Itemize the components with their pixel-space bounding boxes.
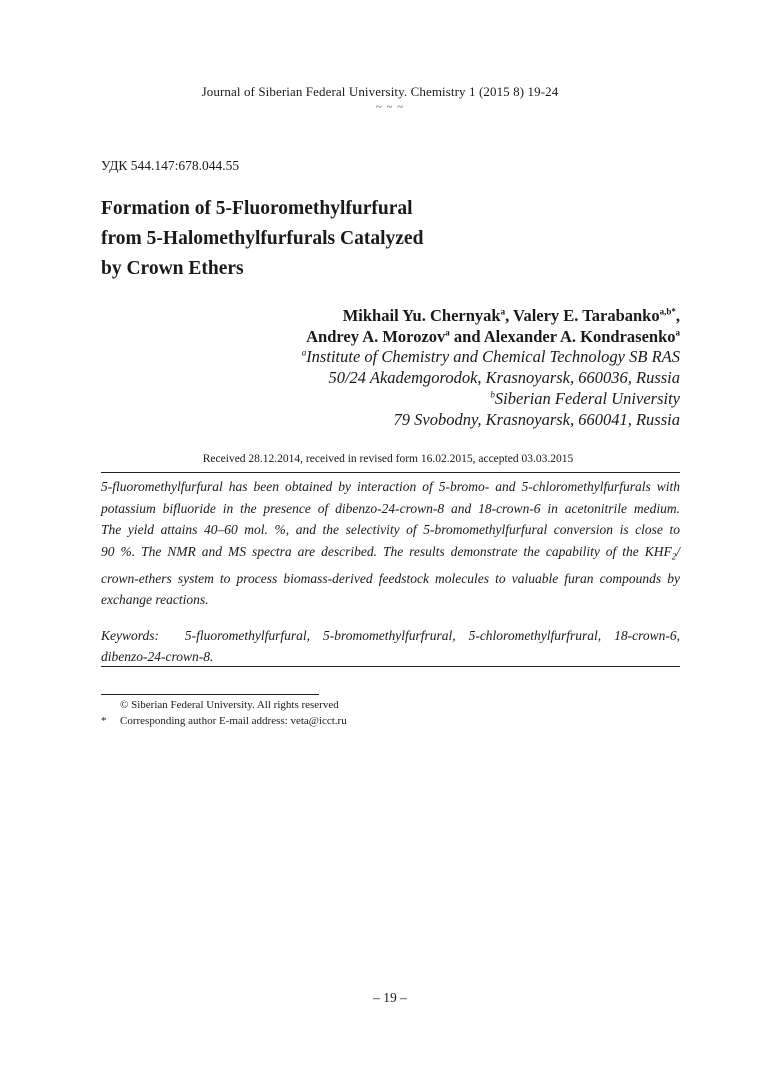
abstract-top-rule [101,472,680,473]
abstract-line: crown-ethers system to process biomass-derived feedstock molecules to valuable furan compounds by [101,570,680,586]
udk-code: УДК 544.147:678.044.55 [101,158,240,173]
author-separator: , [675,306,680,325]
footnote-rule [101,694,319,695]
abstract-line: The yield attains 40–60 mol. %, and the selectivity of 5-bromomethylfurfural conversion is close to [101,522,680,537]
affiliation-mark: a [301,347,307,358]
footnote-corresponding-author: * Corresponding author E-mail address: veta@icct.ru [101,714,347,727]
author-affil-mark: a [445,327,450,338]
affiliation-mark: b [490,389,495,400]
author-name: Valery E. Tarabanko [513,306,660,325]
title-line: Formation of 5-Fluoromethylfurfural [101,198,413,219]
journal-header: Journal of Siberian Federal University. Chemistry 1 (2015 8) 19-24 [201,84,559,99]
author-separator: , [505,306,510,325]
page-number: – 19 – [373,990,407,1005]
abstract-line: 90 %. The NMR and MS spectra are described. The results demonstrate the capability of the $KHF_2/$ [101,543,680,562]
affiliations [120,346,680,430]
affiliation-address: 50/24 Akademgorodok, Krasnoyarsk, 660036, Russia [328,368,680,387]
keywords-label: Keywords: [101,628,159,643]
author-separator: and [453,327,481,346]
affiliation-address: 79 Svobodny, Krasnoyarsk, 660041, Russia [393,410,680,429]
title-line: from 5-Halomethylfurfurals Catalyzed [101,228,424,249]
author-affil-mark: a [675,327,680,338]
author-list [120,305,680,347]
footnote-copyright: © Siberian Federal University. All rights reserved [120,699,339,711]
abstract [101,476,680,611]
abstract-line: exchange reactions. [101,592,209,608]
abstract-line: 5-fluoromethylfurfural has been obtained by interaction of 5-bromo- and 5-chloromethylfurfurals with [101,479,680,494]
author-name: Andrey A. Morozov [306,327,446,346]
keywords [101,625,680,667]
abstract-bottom-rule [101,666,680,667]
author-line-1 [120,305,680,326]
abstract-line: potassium bifluoride in the presence of dibenzo-24-crown-8 and 18-crown-6 in acetonitrile medium. [101,500,680,516]
received-dates: Received 28.12.2014, received in revised form 16.02.2015, accepted 03.03.2015 [202,453,574,465]
author-affil-mark: a,b* [659,306,676,317]
author-affil-mark: a [500,306,506,317]
affiliation-name: $^a$Institute of Chemistry and Chemical Technology SB RAS [301,347,680,366]
keywords-line: dibenzo-24-crown-8. [101,649,214,664]
author-name: Alexander A. Kondrasenko [483,327,676,346]
footnotes [101,698,347,729]
title-line: by Crown Ethers [101,258,244,279]
author-line-2 [120,326,680,347]
affiliation-name: $^b$Siberian Federal University [490,389,680,408]
abstract-subscript: 2 [671,551,677,562]
author-name: Mikhail Yu. Chernyak [342,306,501,325]
article-title [101,194,423,284]
header-ornament: ~ ~ ~ [375,101,405,113]
keywords-line: Keywords: 5-fluoromethylfurfural, 5-bromomethylfurfrural, 5-chloromethylfurfrural, 18-crown-6, [101,628,681,643]
